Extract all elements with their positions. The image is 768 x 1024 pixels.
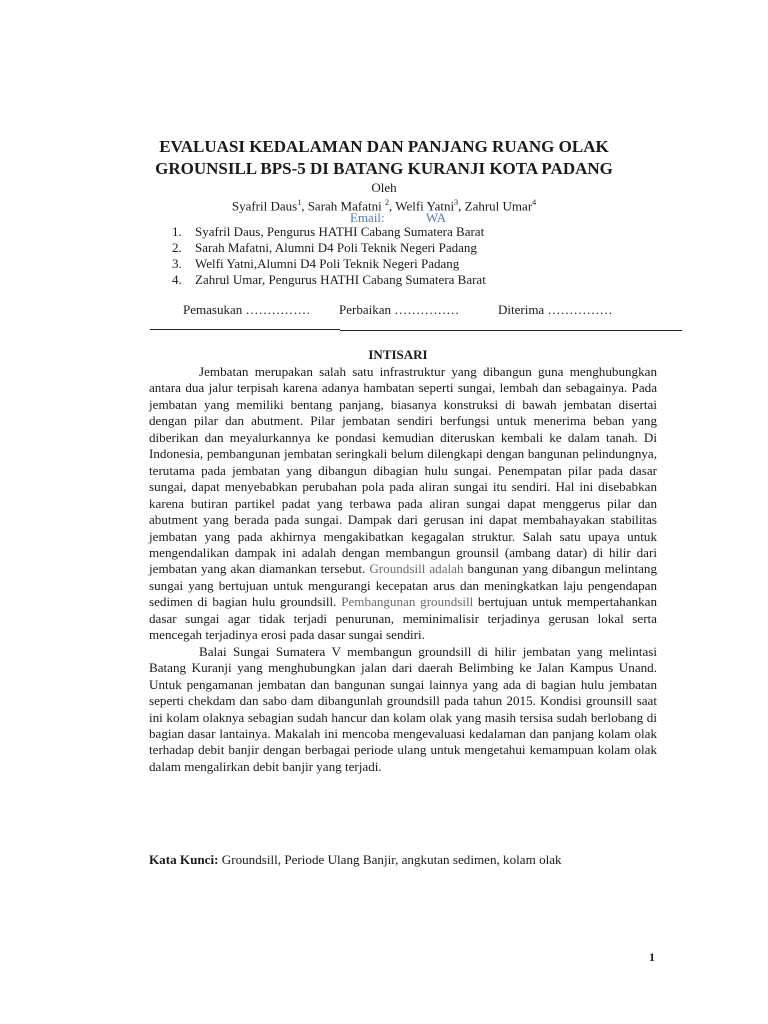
keywords-line xyxy=(149,852,562,868)
author-line: Syafril Daus$^1$, Sarah Mafatni $^2$, Welfi Yatni$^3$, Zahrul Umar$^4$ xyxy=(231,198,537,214)
affiliation-text: Syafril Daus, Pengurus HATHI Cabang Sumatera Barat xyxy=(195,224,485,239)
affiliation-number: 4. xyxy=(172,272,182,287)
affiliation-list xyxy=(172,224,486,288)
date-received: Pemasukan …………… xyxy=(183,302,311,317)
page-number: 1 xyxy=(649,950,655,964)
affiliation-item xyxy=(172,272,486,288)
affiliation-item xyxy=(172,224,486,240)
affiliation-item xyxy=(172,256,486,272)
paragraph-text: Jembatan merupakan salah satu infrastruktur yang dibangun guna menghubungkan antara dua jalur terpisah karena adanya hambatan seperti sungai, lembah dan sebagainya. Pada jembatan yang memiliki bentang panjang, biasanya konstruksi di bawah jembatan disertai dengan pilar dan abutment. Pilar jembatan sendiri berfungsi untuk menerima beban yang diberikan dan meyalurkannya ke pondasi kemudian diteruskan kembali ke dalam tanah. Di Indonesia, pembangunan jembatan seringkali belum dilengkapi dengan bangunan pelindungnya, terutama pada jembatan yang dibangun dibagian hulu sungai. Penempatan pilar pada dasar sungai, dapat menyebabkan perubahan pola pada aliran sungai itu sendiri. Hal ini disebabkan karena butiran partikel padat yang terbawa pada aliran sungai dapat menggerus pilar dan abutment yang berada pada sungai. Dampak dari gerusan ini dapat membahayakan stabilitas jembatan yang pada akhirnya mengakibatkan kegagalan struktur. Salah satu upaya untuk mengendalikan dampak ini adalah dengan membangun grounsil (ambang datar) di hilir dari jembatan yang akan diamankan tersebut. xyxy=(149,364,657,577)
affiliation-text: Zahrul Umar, Pengurus HATHI Cabang Sumatera Barat xyxy=(195,272,486,287)
author-superscript: 1 xyxy=(297,198,302,207)
paper-title xyxy=(120,136,648,180)
author-name: Sarah Mafatni xyxy=(307,198,385,214)
date-revised: Perbaikan …………… xyxy=(339,302,460,317)
divider xyxy=(150,329,340,330)
author-name: Zahrul Umar xyxy=(464,198,533,214)
affiliation-item xyxy=(172,240,486,256)
by-label: Oleh xyxy=(371,180,397,195)
affiliation-text: Sarah Mafatni, Alumni D4 Poli Teknik Negeri Padang xyxy=(195,240,477,255)
abstract-heading: INTISARI xyxy=(368,347,428,362)
affiliation-number: 3. xyxy=(172,256,182,271)
submission-dates xyxy=(183,302,612,318)
affiliation-number: 1. xyxy=(172,224,182,239)
divider xyxy=(340,330,682,331)
paragraph-text: bertujuan untuk mempertahankan dasar sungai agar tidak terjadi penurunan, meminimalisir terjadinya gerusan lokal serta mencegah terjadinya erosi pada dasar sungai sendiri. xyxy=(149,594,657,643)
date-accepted: Diterima …………… xyxy=(498,302,613,317)
author-superscript: 4 xyxy=(532,198,537,207)
affiliation-number: 2. xyxy=(172,240,182,255)
wa-label[interactable]: WA xyxy=(425,210,447,225)
author-name: Syafril Daus xyxy=(231,198,298,214)
abstract-paragraph: Balai Sungai Sumatera V membangun groundsill di hilir jembatan yang melintasi Batang Kuranji yang menghubungkan jalan dari daerah Belimbing ke Jalan Kampus Unand. Untuk pengamanan jembatan dan bangunan sungai lainnya yang ada di bagian hulu jembatan seperti chekdam dan sabo dam dibangunlah groundsill pada tahun 2015. Kondisi grounsill saat ini kolam olaknya sebagian sudah hancur dan kolam olak yang masih tersisa sudah berlobang di bagian dasar lantainya. Makalah ini mencoba mengevaluasi kedalaman dan panjang kolam olak terhadap debit banjir dengan berbagai periode ulang untuk mengetahui kemampuan kolam olak dalam mengalirkan debit banjir yang terjadi. xyxy=(149,643,657,774)
abstract-paragraph xyxy=(149,364,657,644)
highlighted-text: Pembangunan groundsill xyxy=(341,594,474,610)
highlighted-text: Groundsill adalah xyxy=(369,561,464,577)
keywords-label: Kata Kunci: xyxy=(149,852,219,867)
abstract-body xyxy=(149,364,657,775)
title-line-1: EVALUASI KEDALAMAN DAN PANJANG RUANG OLAK xyxy=(159,137,609,156)
author-superscript: 3 xyxy=(454,198,459,207)
author-name: Welfi Yatni xyxy=(395,198,455,214)
affiliation-text: Welfi Yatni,Alumni D4 Poli Teknik Negeri Padang xyxy=(195,256,460,271)
keywords-text: Groundsill, Periode Ulang Banjir, angkutan sedimen, kolam olak xyxy=(218,852,562,867)
author-superscript: 2 xyxy=(384,198,389,207)
email-label[interactable]: Email: xyxy=(350,210,385,225)
title-line-2: GROUNSILL BPS-5 DI BATANG KURANJI KOTA PADANG xyxy=(155,159,613,178)
paragraph-text: bangunan yang dibangun melintang sungai yang bertujuan untuk mengurangi kecepatan arus dan meningkatkan laju pengendapan sedimen di bagian hulu groundsill. xyxy=(149,561,657,610)
